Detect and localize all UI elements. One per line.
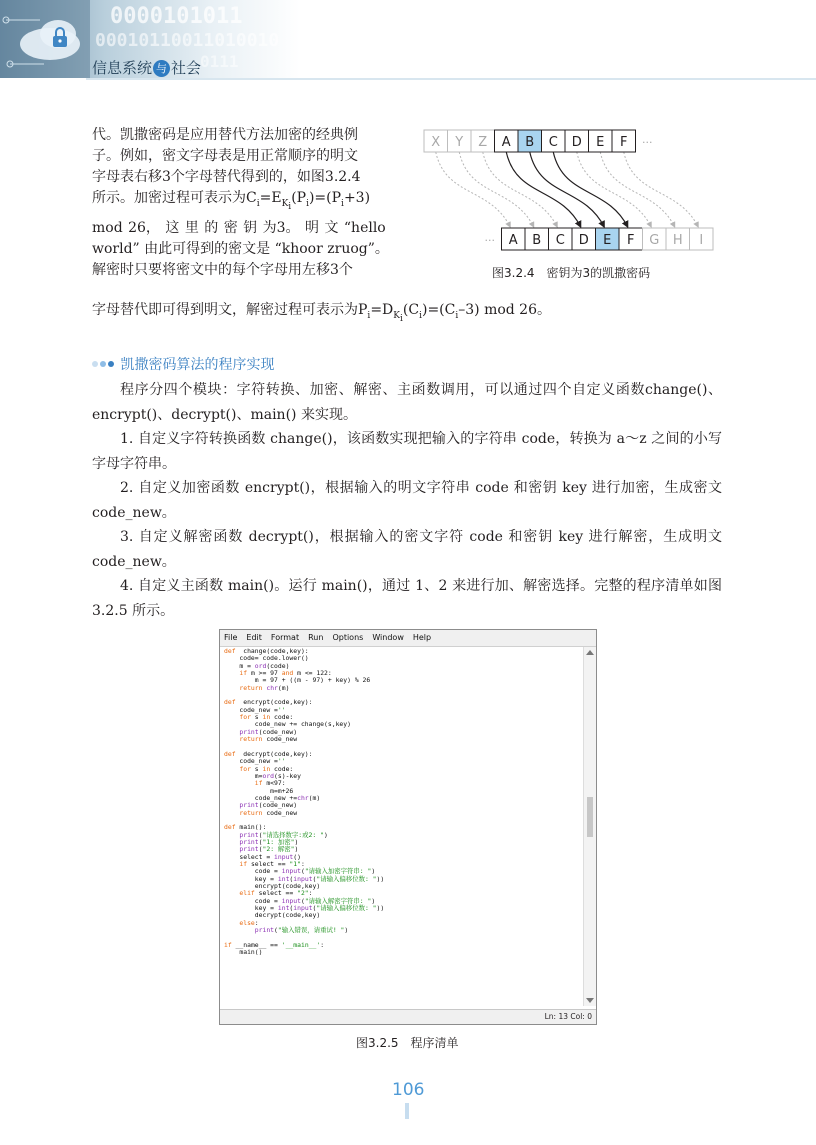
menu-item-format[interactable]: Format xyxy=(270,633,300,642)
section-heading xyxy=(92,354,274,374)
paragraph: 2. 自定义加密函数 encrypt()，根据输入的明文字符串 code 和密钥 key 进行加密，生成密文 code_new。 xyxy=(92,480,722,521)
bullet-dot-icon xyxy=(100,361,106,367)
paragraph: 程序分四个模块：字符转换、加密、解密、主函数调用，可以通过四个自定义函数change()、encrypt()、decrypt()、main() 来实现。 xyxy=(92,382,722,423)
cipher-letter: E xyxy=(603,233,612,248)
menu-item-edit[interactable]: Edit xyxy=(246,633,262,642)
book-title-text: 社会 xyxy=(171,59,202,77)
figure-caption: 图3.2.5 程序清单 xyxy=(356,1036,459,1050)
scroll-up-icon[interactable] xyxy=(586,650,594,655)
scroll-thumb[interactable] xyxy=(587,797,593,837)
cipher-letter: H xyxy=(672,233,683,248)
shift-arrow xyxy=(600,152,675,227)
book-title-text: 信息系统 xyxy=(92,59,153,77)
section-title: 凯撒密码算法的程序实现 xyxy=(120,357,275,373)
caesar-cipher-figure xyxy=(422,126,722,286)
book-title xyxy=(92,57,201,78)
intro-full-line: 字母替代即可得到明文，解密过程可表示为$P_i=D_{K_i}(C_i)=(C_i-3)$ mod 26。 xyxy=(92,302,551,324)
cipher-letter: D xyxy=(578,233,589,248)
editor-scrollbar[interactable] xyxy=(583,647,596,1006)
text-line: 解密时只要将密文中的每个字母用左移3个 xyxy=(92,261,353,278)
cipher-letter: D xyxy=(571,135,582,150)
shift-arrow xyxy=(553,152,628,227)
cipher-letter: Y xyxy=(455,135,464,150)
code-editor-window xyxy=(219,629,597,1025)
bullet-dot-icon xyxy=(108,361,114,367)
cipher-letter: F xyxy=(627,233,635,248)
editor-statusbar xyxy=(220,1009,596,1024)
shift-arrow xyxy=(577,152,652,227)
shift-arrow xyxy=(436,152,511,227)
code-area: def change(code,key): code= code.lower() m = ord(code) if m >= 97 and m <= 122: m = 97 + ((m - 97) + key) % 26 return chr(m) def encrypt(code,key): code_new ='' for s in code: code_new += change(s,key) print(code_new) return code_new def decrypt(code,key): code_new ='' for s in code: m=ord(s)-key if m<97: m=m+26 code_new +=chr(m) print(code_new) return code_new def main(): print("请选择数字:或2: ") print("1: 加密") print("2: 解密") select = input() if select == "1": code = input("请输入加密字符串: ") key = int(input("请输入偏移位数: ")) encrypt(code,key) elif select == "2": code = input("请输入解密字符串: ") key = int(input("请输入偏移位数: ")) decrypt(code,key) else: print("输入错误，请重试! ") if __name__ == '__main__': main() xyxy=(224,648,385,957)
page-number: 106 xyxy=(392,1080,425,1100)
text-line: 代。凯撒密码是应用替代方法加密的经典例 xyxy=(92,127,358,143)
cipher-letter: ··· xyxy=(642,136,653,149)
menu-item-run[interactable]: Run xyxy=(308,633,324,642)
cipher-letter: G xyxy=(649,233,660,248)
cipher-letter: B xyxy=(525,135,535,150)
paragraph: 1. 自定义字符转换函数 change()，该函数实现把输入的字符串 code，转换为 a～z 之间的小写字母字符串。 xyxy=(92,431,722,472)
cursor-position: Ln: 13 Col: 0 xyxy=(544,1012,592,1021)
menu-item-options[interactable]: Options xyxy=(332,633,364,642)
cipher-letter: E xyxy=(596,135,605,150)
binary-text: 00010110011010010 xyxy=(95,30,280,51)
cipher-letter: A xyxy=(508,233,518,248)
cipher-letter: ··· xyxy=(484,234,495,247)
book-title-badge: 与 xyxy=(153,60,170,77)
page-header xyxy=(0,0,816,78)
figure-caption: 图3.2.4 密钥为3的凯撒密码 xyxy=(492,266,651,280)
header-divider xyxy=(86,78,816,80)
menu-item-file[interactable]: File xyxy=(224,633,238,642)
cipher-letter: F xyxy=(620,135,628,150)
shift-arrow xyxy=(624,152,699,227)
section-body xyxy=(92,378,722,623)
text-line: mod 26， 这 里 的 密 钥 为3。 明 文 “hello xyxy=(92,219,386,236)
cloud-lock-icon xyxy=(0,0,90,78)
text-line: 所示。加密过程可表示为$C_i=E_{K_i}(P_i)=(P_i+3)$ xyxy=(92,190,371,212)
intro-paragraph xyxy=(92,125,410,281)
bullet-dot-icon xyxy=(92,361,98,367)
cipher-letter: B xyxy=(532,233,542,248)
binary-text: 0000101011 xyxy=(110,4,243,29)
cipher-letter: Z xyxy=(478,135,488,150)
cipher-letter: C xyxy=(548,135,558,150)
shift-arrow xyxy=(459,152,534,227)
text-line: world” 由此可得到的密文是 “khoor zruog”。 xyxy=(92,240,389,257)
editor-menubar xyxy=(220,630,596,647)
shift-arrow xyxy=(483,152,558,227)
binary-text: 0111 xyxy=(200,52,239,71)
cipher-letter: A xyxy=(501,135,511,150)
text-line: 字母表右移3个字母替代得到的，如图3.2.4 xyxy=(92,169,361,185)
text-line: 子。例如，密文字母表是用正常顺序的明文 xyxy=(92,148,358,164)
cipher-letter: I xyxy=(699,233,704,248)
paragraph: 4. 自定义主函数 main()。运行 main()，通过 1、2 来进行加、解密选择。完整的程序清单如图 3.2.5 所示。 xyxy=(92,578,722,619)
cipher-letter: X xyxy=(431,135,441,150)
shift-arrow xyxy=(506,152,581,227)
scroll-down-icon[interactable] xyxy=(586,998,594,1003)
menu-item-help[interactable]: Help xyxy=(412,633,432,642)
paragraph: 3. 自定义解密函数 decrypt()，根据输入的密文字符 code 和密钥 key 进行解密，生成明文 code_new。 xyxy=(92,529,722,570)
cipher-letter: C xyxy=(555,233,565,248)
shift-arrow xyxy=(530,152,605,227)
page-number-marker xyxy=(405,1103,409,1119)
menu-item-window[interactable]: Window xyxy=(372,633,404,642)
